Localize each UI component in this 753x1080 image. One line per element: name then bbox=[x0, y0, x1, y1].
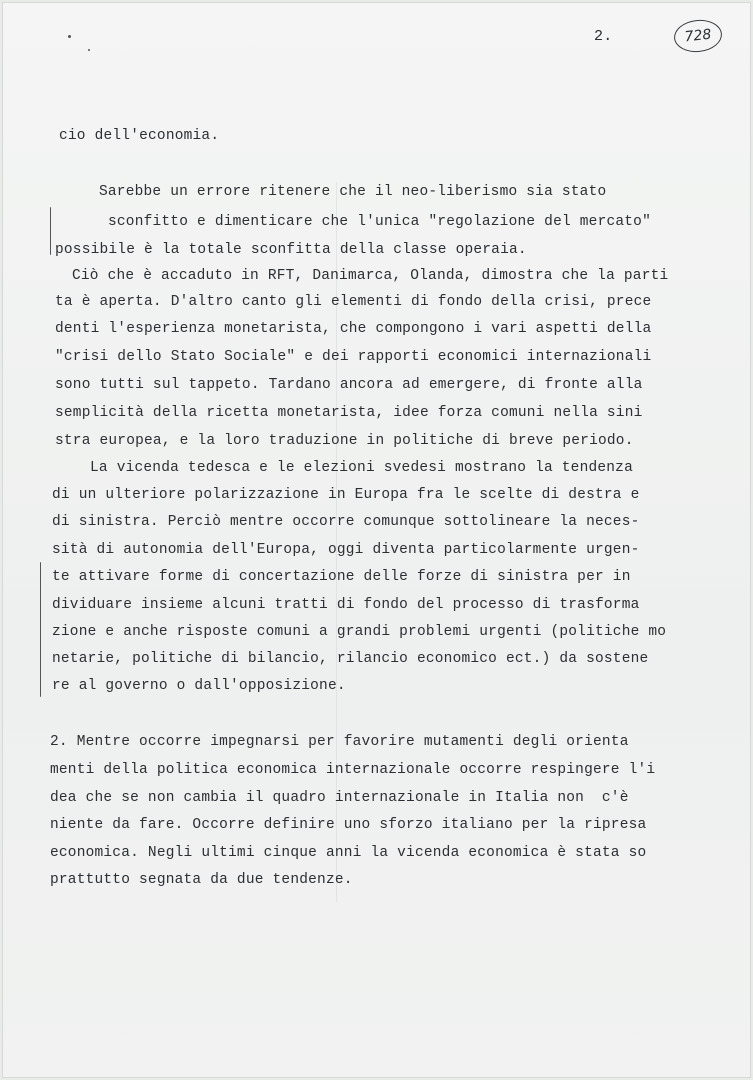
text-line: economica. Negli ultimi cinque anni la vicenda economica è stata so bbox=[50, 845, 647, 861]
text-line: dea che se non cambia il quadro internazionale in Italia non c'è bbox=[50, 790, 629, 806]
text-line: menti della politica economica internazionale occorre respingere l'i bbox=[50, 762, 656, 778]
text-line: 2. Mentre occorre impegnarsi per favorire mutamenti degli orienta bbox=[50, 734, 629, 750]
text-line: di sinistra. Perciò mentre occorre comunque sottolineare la neces- bbox=[52, 514, 640, 530]
text-line: "crisi dello Stato Sociale" e dei rapporti economici internazionali bbox=[55, 349, 652, 365]
text-line: dividuare insieme alcuni tratti di fondo del processo di trasforma bbox=[52, 597, 640, 613]
text-line: re al governo o dall'opposizione. bbox=[52, 678, 346, 694]
text-line: Sarebbe un errore ritenere che il neo-liberismo sia stato bbox=[99, 184, 607, 200]
text-line: possibile è la totale sconfitta della classe operaia. bbox=[55, 242, 527, 258]
ink-speck bbox=[68, 35, 71, 38]
archive-stamp: 728 bbox=[672, 18, 723, 55]
text-line: di un ulteriore polarizzazione in Europa fra le scelte di destra e bbox=[52, 487, 640, 503]
margin-bracket bbox=[40, 562, 41, 697]
text-line: te attivare forme di concertazione delle forze di sinistra per in bbox=[52, 569, 631, 585]
text-line: cio dell'economia. bbox=[59, 128, 220, 144]
text-line: stra europea, e la loro traduzione in politiche di breve periodo. bbox=[55, 433, 634, 449]
margin-bracket bbox=[50, 207, 51, 255]
text-line: sono tutti sul tappeto. Tardano ancora ad emergere, di fronte alla bbox=[55, 377, 643, 393]
text-line: niente da fare. Occorre definire uno sforzo italiano per la ripresa bbox=[50, 817, 647, 833]
text-line: sità di autonomia dell'Europa, oggi diventa particolarmente urgen- bbox=[52, 542, 640, 558]
text-line: zione e anche risposte comuni a grandi problemi urgenti (politiche mo bbox=[52, 624, 667, 640]
text-line: denti l'esperienza monetarista, che compongono i vari aspetti della bbox=[55, 321, 652, 337]
text-line: Ciò che è accaduto in RFT, Danimarca, Olanda, dimostra che la parti bbox=[72, 268, 669, 284]
page-number: 2. bbox=[594, 28, 613, 45]
ink-speck bbox=[88, 49, 90, 51]
text-line: La vicenda tedesca e le elezioni svedesi mostrano la tendenza bbox=[90, 460, 633, 476]
text-line: semplicità della ricetta monetarista, idee forza comuni nella sini bbox=[55, 405, 643, 421]
text-line: netarie, politiche di bilancio, rilancio economico ect.) da sostene bbox=[52, 651, 649, 667]
typewritten-page bbox=[2, 2, 751, 1078]
text-line: sconfitto e dimenticare che l'unica "regolazione del mercato" bbox=[108, 214, 651, 230]
text-line: prattutto segnata da due tendenze. bbox=[50, 872, 353, 888]
text-line: ta è aperta. D'altro canto gli elementi di fondo della crisi, prece bbox=[55, 294, 652, 310]
